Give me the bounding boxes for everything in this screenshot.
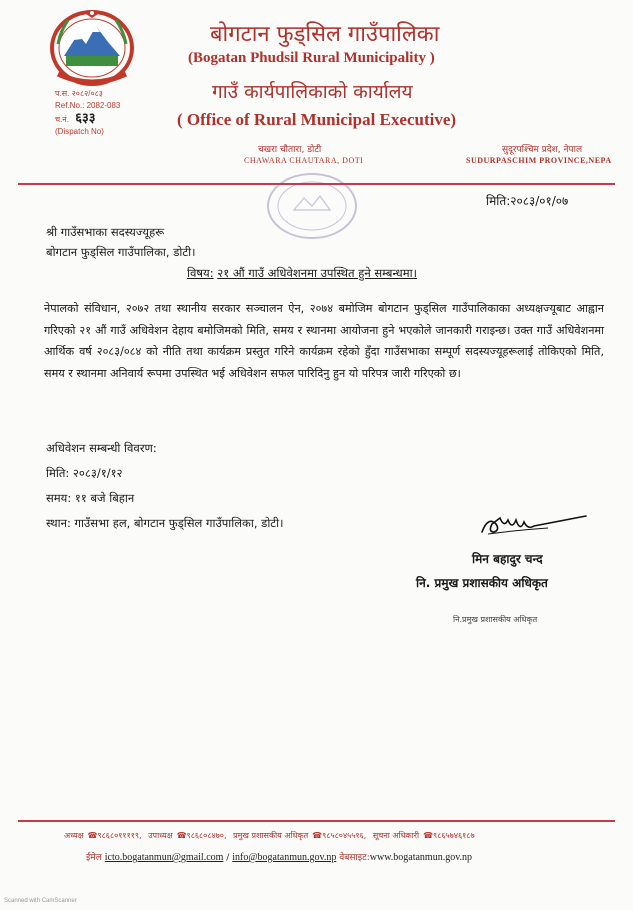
signatory-name: मिन बहादुर चन्द (472, 552, 543, 566)
letter-date: मिति:२०८३/०१/०७ (486, 194, 569, 208)
footer-divider (18, 820, 615, 822)
addressee-block (46, 222, 195, 262)
phone-number-1: ९८६८०११११९, (97, 831, 142, 840)
addressee-line-1: श्री गाउँसभाका सदस्यज्यूहरू (46, 225, 165, 239)
municipality-title-np: बोगटान फुड्सिल गाउँपालिका (210, 22, 440, 47)
province-np: सुदूरपश्चिम प्रदेश, नेपाल (502, 145, 583, 155)
ref-number: Ref.No.: 2082-083 (55, 101, 121, 110)
subject-text: २१ औं गाउँ अधिवेशनमा उपस्थित हुने सम्बन्धमा। (217, 266, 417, 280)
details-heading: अधिवेशन सम्बन्धी विवरण: (46, 441, 157, 455)
details-place: स्थान: गाउँसभा हल, बोगटान फुड्सिल गाउँपालिका, डोटी। (46, 516, 284, 530)
province-en: SUDURPASCHIM PROVINCE,NEPA (466, 156, 612, 165)
phone-icon: ☎ (312, 831, 323, 840)
municipality-title-en: (Bogatan Phudsil Rural Municipality ) (188, 50, 435, 66)
details-date: मिति: २०८३/१/१२ (46, 466, 123, 480)
letter-body: नेपालको संविधान, २०७२ तथा स्थानीय सरकार सञ्चालन ऐन, २०७४ बमोजिम बोगटान फुड्सिल गाउँपालिकाका अध्यक्षज्यूबाट आह्वान गरिएको २१ औं गाउँ अधिवेशन देहाय बमोजिमको मिति, समय र स्थानमा आयोजना हुने भएकोले जानकारी गराइन्छ। उक्त गाउँ अधिवेशनमा आर्थिक वर्ष २०८३/०८४ को नीति तथा कार्यक्रम प्रस्तुत गरिने कार्यक्रम रहेको हुँदा गाउँसभाका सम्पूर्ण सदस्यज्यूहरूलाई तोकिएको मिति, समय र स्थानमा अनिवार्य रूपमा उपस्थित भई अधिवेशन सफल पारिदिनु हुन यो परिपत्र जारी गरिएको छ। (44, 302, 604, 380)
phone-label-3: प्रमुख प्रशासकीय अधिकृत (233, 831, 309, 840)
phone-label-4: सूचना अधिकारी (372, 831, 420, 840)
website-label: वेबसाइट: (339, 853, 370, 863)
ch-label: च.नं. (55, 115, 69, 124)
details-time: समय: ११ बजे बिहान (46, 491, 135, 505)
email-link-1[interactable]: icto.bogatanmun@gmail.com (104, 852, 224, 863)
location-np: चखरा चौतारा, डोटी (258, 145, 322, 155)
reference-block (55, 88, 120, 138)
phone-icon: ☎ (423, 831, 434, 840)
email-label: ईमेल (86, 853, 102, 863)
phone-icon: ☎ (176, 831, 187, 840)
phone-label-1: अध्यक्ष (64, 831, 84, 840)
phone-number-4: ९८६५७४६१८७ (433, 831, 475, 840)
location-en: CHAWARA CHAUTARA, DOTI (244, 156, 364, 165)
signature-icon (478, 510, 590, 540)
signatory-stamp-text: नि.प्रमुख प्रशासकीय अधिकृत (453, 615, 538, 624)
office-stamp-icon (262, 170, 362, 242)
phone-icon: ☎ (87, 831, 98, 840)
subject-line (187, 266, 417, 281)
session-details (46, 436, 283, 536)
phone-number-3: ९८५८०४५५१६, (322, 831, 367, 840)
dispatch-line (55, 112, 120, 126)
phone-number-2: ९८६८०८४७०, (186, 831, 227, 840)
addressee-line-2: बोगटान फुड्सिल गाउँपालिका, डोटी। (46, 245, 196, 259)
email-link-2[interactable]: info@bogatanmun.gov.np (232, 852, 337, 863)
office-title-en: ( Office of Rural Municipal Executive) (177, 110, 457, 129)
dispatch-number: ६३३ (75, 110, 96, 125)
email-separator: / (226, 853, 230, 863)
phone-label-2: उपाध्यक्ष (148, 831, 173, 840)
dispatch-label: (Dispatch No) (55, 127, 104, 136)
signatory-title: नि. प्रमुख प्रशासकीय अधिकृत (416, 576, 548, 590)
subject-label: विषय: (187, 266, 214, 280)
ps-number: प.स. २०८२/०८३ (55, 89, 103, 98)
website-link[interactable]: www.bogatanmun.gov.np (369, 852, 473, 863)
office-title-np: गाउँ कार्यपालिकाको कार्यालय (212, 81, 413, 103)
footer-phones (64, 830, 624, 841)
scanner-watermark: Scanned with CamScanner (4, 898, 77, 904)
footer-contacts (86, 850, 472, 863)
municipality-emblem-icon (46, 8, 138, 88)
